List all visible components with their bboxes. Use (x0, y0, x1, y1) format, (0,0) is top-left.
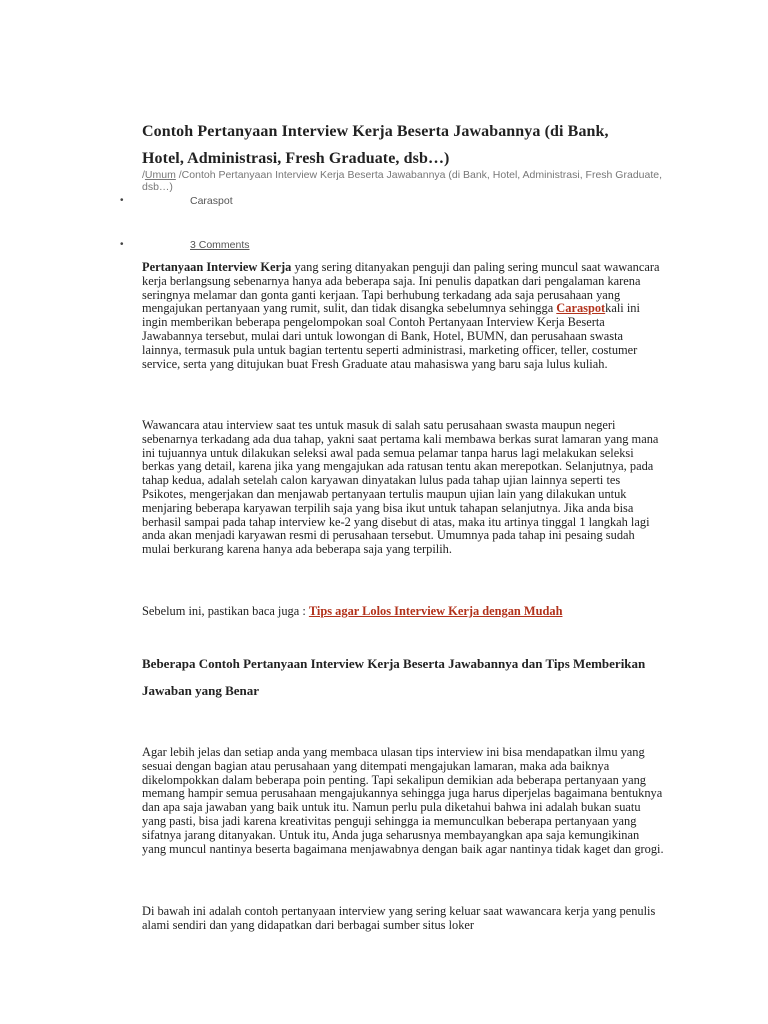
caraspot-link[interactable]: Caraspot (556, 301, 606, 316)
paragraph-see-also (142, 605, 664, 619)
breadcrumb-category-link[interactable]: Umum (144, 169, 176, 181)
intro-bold-lead: Pertanyaan Interview Kerja (142, 260, 292, 274)
section-subheading: Beberapa Contoh Pertanyaan Interview Kerja Beserta Jawabannya dan Tips Memberikan Jawaban yang Benar (142, 656, 646, 698)
breadcrumb-prefix: / (142, 169, 145, 181)
bullet-icon: • (120, 239, 124, 250)
bullet-icon: • (120, 195, 124, 206)
paragraph-interview-stages: Wawancara atau interview saat tes untuk masuk di salah satu perusahaan swasta maupun negeri sebenarnya terkadang ada dua tahap, yakni saat pertama kali membawa berkas surat lamaran yang mana ini tujuannya untuk dilakukan seleksi awal pada semua pelamar tanpa harus lagi melakukan seleksi berkas yang detail, karena jika yang mengajukan ada ratusan tentu akan merepotkan. Selanjutnya, pada tahap kedua, adalah setelah calon karyawan dinyatakan lulus pada tahap ujian lainnya seperti tes Psikotes, mengerjakan dan menjawab pertanyaan tertulis maupun ujian lain yang dilakukan untuk menjaring beberapa karyawan terpilih saja yang bisa ikut untuk tahapan selanjutnya. Jika anda bisa berhasil sampai pada tahap interview ke-2 yang disebut di atas, maka itu artinya tinggal 1 langkah lagi anda akan menjadi karyawan resmi di perusahaan tersebut. Umumnya pada tahap ini pesaing sudah mulai berkurang karena hanya ada beberapa saja yang terpilih. (142, 418, 659, 557)
comments-link[interactable]: 3 Comments (190, 239, 250, 251)
article-title: Contoh Pertanyaan Interview Kerja Beserta Jawabannya (di Bank, Hotel, Administrasi, Fresh Graduate, dsb…) (142, 123, 609, 167)
paragraph-grouping: Agar lebih jelas dan setiap anda yang membaca ulasan tips interview ini bisa mendapatkan ilmu yang sesuai dengan bagian atau perusahaan yang ditempati mengajukan lamaran, maka ada baiknya dikelompokkan dalam beberapa poin penting. Tapi sekalipun demikian ada beberapa pertanyaan yang memang hampir semua perusahaan mengajukannya sehingga juga harus diperjelas bagaimana bentuknya dan apa saja jawaban yang baik untuk itu. Namun perlu pula diketahui bahwa ini adalah bukan suatu yang pasti, bisa jadi karena kreativitas penguji sehingga ia memunculkan beberapa pertanyaan yang sifatnya jarang ditanyakan. Untuk itu, Anda juga seharusnya membayangkan apa saja kemungikinan yang muncul nantinya beserta bagaimana menjawabnya dengan baik agar nantinya tidak kaget dan grogi. (142, 745, 664, 856)
paragraph-intro (142, 261, 664, 371)
meta-author-row (0, 195, 768, 209)
intro-text-a: yang sering ditanyakan penguji dan paling sering muncul saat wawancara kerja berlangsung sebenarnya hanya ada beberapa saja. Ini penulis dapatkan dari pengalaman karena seringnya melamar dan gonta ganti kerjaan. Tapi berhubung terkadang ada saja perusahaan yang mengajukan pertanyaan yang rumit, sulit, dan tidak disangka sebelumnya sehingga (142, 260, 660, 316)
author-name: Caraspot (190, 195, 233, 207)
intro-text-b: kali ini ingin memberikan beberapa pengelompokan soal Contoh Pertanyaan Interview Kerja Beserta Jawabannya tersebut, mulai dari untuk lowongan di Bank, Hotel, BUMN, dan perusahaan swasta lainnya, termasuk pula untuk bagian tertentu seperti administrasi, marketing officer, teller, costumer service, serta yang ditujukan buat Fresh Graduate atau mahasiswa yang baru saja lulus kuliah. (142, 301, 640, 371)
meta-comments-row (0, 239, 768, 253)
breadcrumb-current: /Contoh Pertanyaan Interview Kerja Beserta Jawabannya (di Bank, Hotel, Administrasi, Fresh Graduate, dsb…) (142, 169, 663, 193)
see-also-prefix: Sebelum ini, pastikan baca juga : (142, 604, 309, 618)
paragraph-examples-intro: Di bawah ini adalah contoh pertanyaan interview yang sering keluar saat wawancara kerja yang penulis alami sendiri dan yang didapatkan dari berbagai sumber situs loker (142, 904, 656, 932)
see-also-link[interactable]: Tips agar Lolos Interview Kerja dengan Mudah (308, 604, 563, 618)
breadcrumb (142, 169, 662, 193)
